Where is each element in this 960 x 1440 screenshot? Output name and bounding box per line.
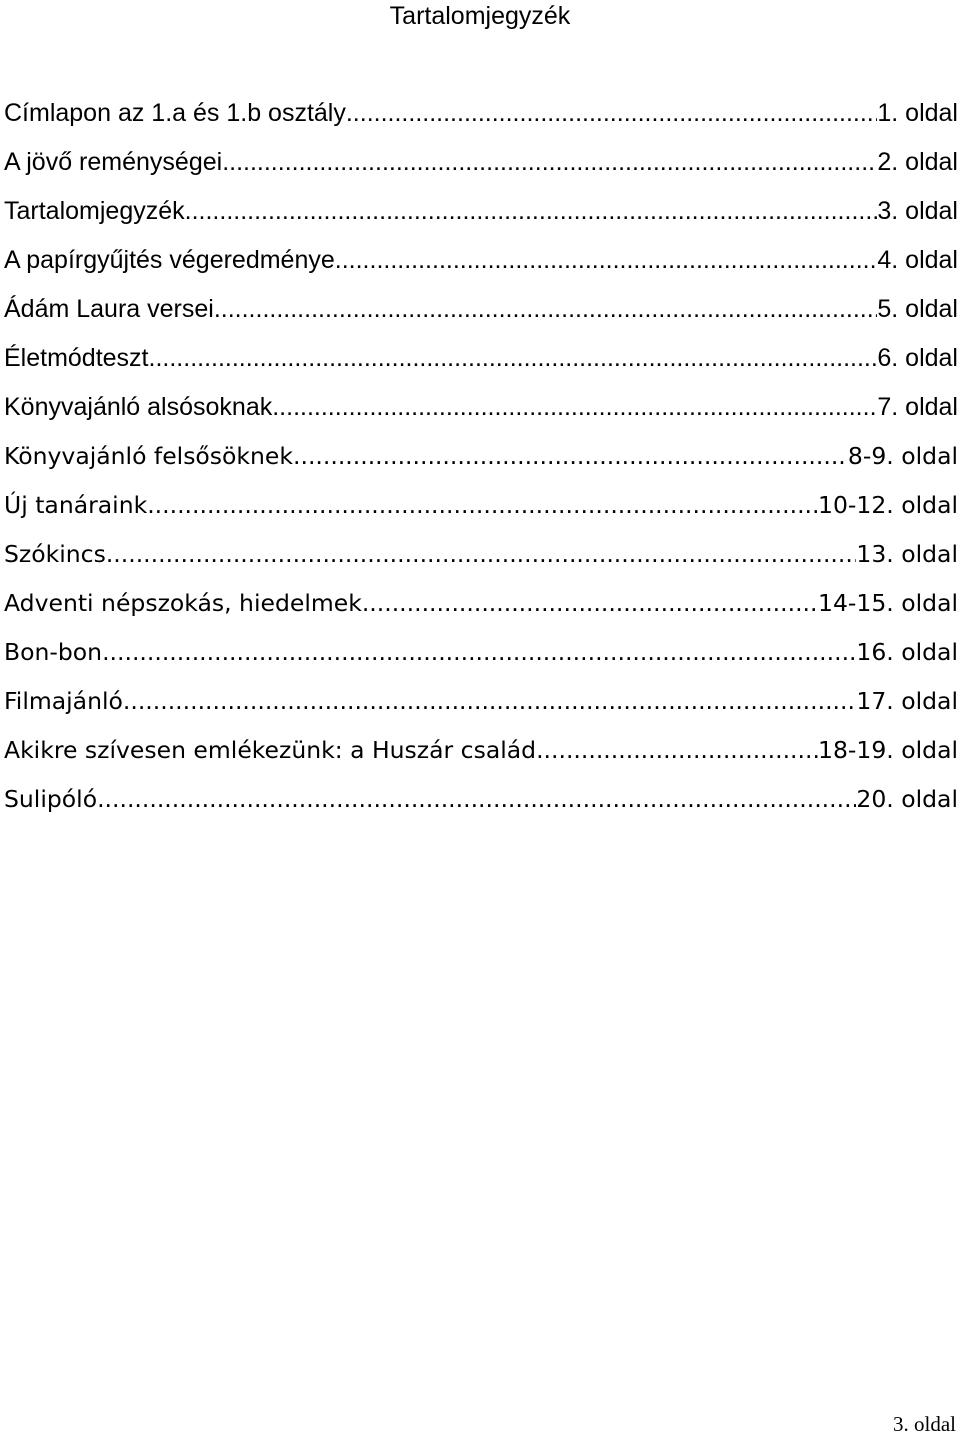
toc-entry-title: Adventi népszokás, hiedelmek [4,584,362,622]
toc-entry-13 [4,682,958,731]
toc-entry-page: 2. oldal [877,143,958,181]
toc-entry-title: Tartalomjegyzék [4,192,185,230]
toc-entry-title: A jövő reménységei [4,143,222,181]
toc-entry-8 [4,437,958,486]
toc-entry-2 [4,143,958,192]
dot-leader [149,339,878,377]
toc-entry-3 [4,192,958,241]
dot-leader [214,290,878,328]
toc-entry-page: 7. oldal [877,388,958,426]
toc-entry-title: Ádám Laura versei [4,290,214,328]
toc-entry-page: 3. oldal [877,192,958,230]
toc-entry-12 [4,633,958,682]
toc-entry-title: Bon-bon [4,633,102,671]
toc-entry-7 [4,388,958,437]
dot-leader [102,633,856,671]
toc-entry-title: Új tanáraink [4,486,147,524]
toc-entry-5 [4,290,958,339]
dot-leader [185,192,878,230]
toc-entry-title: Címlapon az 1.a és 1.b osztály [4,94,346,132]
dot-leader [123,682,857,720]
dot-leader [272,388,877,426]
toc-entry-page: 4. oldal [877,241,958,279]
dot-leader [335,241,878,279]
toc-entry-page: 8-9. oldal [848,437,958,475]
dot-leader [536,731,818,769]
toc-entry-11 [4,584,958,633]
dot-leader [106,535,857,573]
dot-leader [362,584,818,622]
toc-entry-15 [4,780,958,829]
toc-entry-title: Szókincs [4,535,106,573]
toc-entry-page: 5. oldal [877,290,958,328]
toc-entry-page: 18-19. oldal [818,731,958,769]
toc-entry-title: Könyvajánló alsósoknak [4,388,272,426]
toc-entry-title: A papírgyűjtés végeredménye [4,241,335,279]
toc-entry-6 [4,339,958,388]
toc-entry-4 [4,241,958,290]
dot-leader [293,437,848,475]
page-title: Tartalomjegyzék [389,2,571,30]
toc-entry-page: 1. oldal [877,94,958,132]
toc-entry-title: Filmajánló [4,682,123,720]
toc-entry-1 [4,94,958,143]
toc-entry-title: Sulipóló [4,780,97,818]
toc-entry-title: Életmódteszt [4,339,149,377]
toc-entry-14 [4,731,958,780]
toc-entry-page: 16. oldal [856,633,958,671]
dot-leader [97,780,856,818]
toc-entry-page: 14-15. oldal [818,584,958,622]
toc-entry-page: 6. oldal [877,339,958,377]
page-number: 3. oldal [893,1412,956,1436]
dot-leader [147,486,818,524]
table-of-contents [4,94,958,829]
toc-entry-page: 13. oldal [856,535,958,573]
toc-entry-page: 17. oldal [856,682,958,720]
dot-leader [346,94,878,132]
toc-entry-title: Akikre szívesen emlékezünk: a Huszár család [4,731,536,769]
toc-entry-10 [4,535,958,584]
toc-entry-title: Könyvajánló felsősöknek [4,437,293,475]
toc-entry-page: 20. oldal [856,780,958,818]
dot-leader [222,143,877,181]
toc-entry-9 [4,486,958,535]
toc-entry-page: 10-12. oldal [818,486,958,524]
